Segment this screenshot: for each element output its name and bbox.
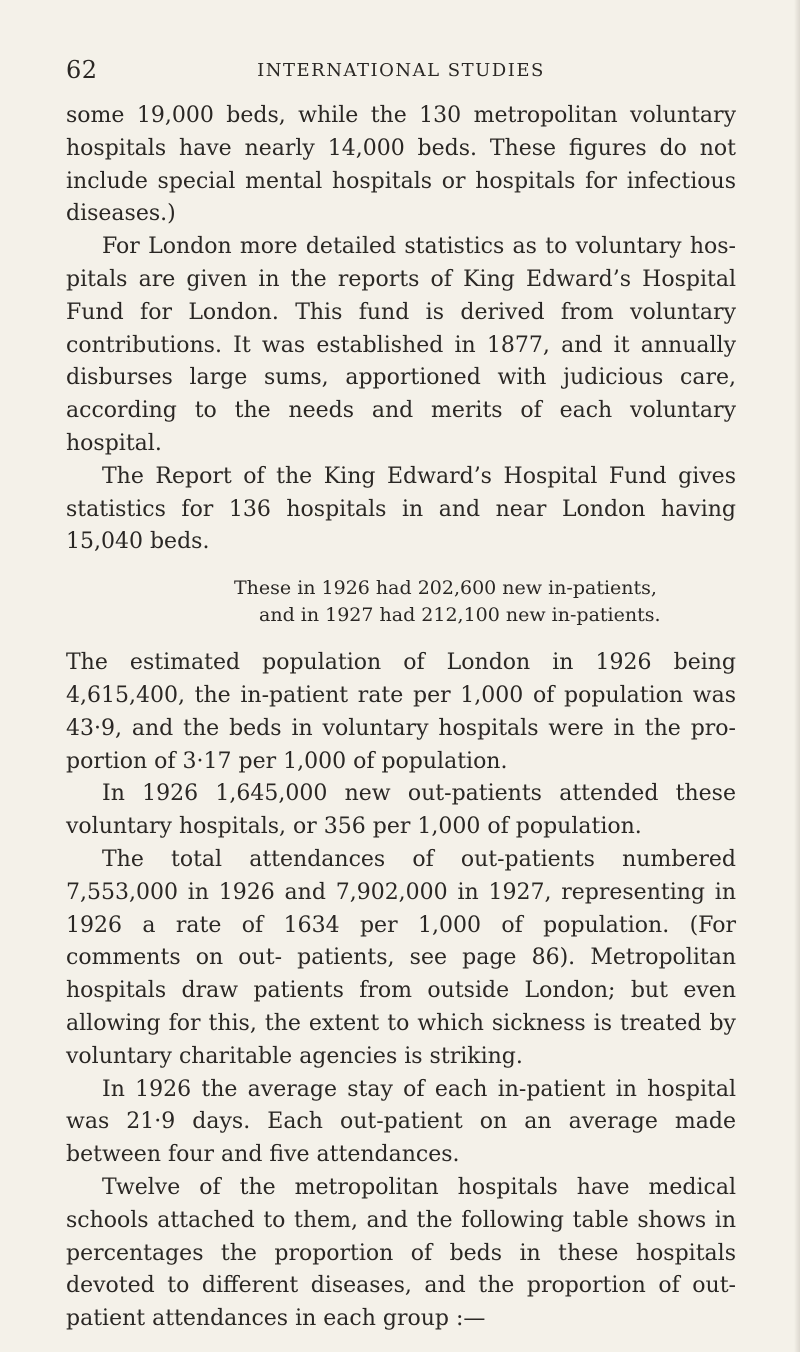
- page-number: 62: [66, 56, 98, 84]
- quote-line: These in 1926 had 202,600 new in-patients,: [234, 577, 657, 600]
- paragraph: For London more detailed statistics as to voluntary hos- pitals are given in the reports of King Edward’s Hospital Fund for London. This fund is derived from voluntary contributions. It was established in 1877, and it annually disburses large sums, apportioned with judicious care, according to the needs and merits of each voluntary hospital.: [66, 234, 736, 456]
- paragraph: The total attendances of out-patients numbered 7,553,000 in 1926 and 7,902,000 in 1927, representing in 1926 a rate of 1634 per 1,000 of population. (For comments on out- patients, see page 86). Metropolitan hospitals draw patients from outside London; but even allowing for this, the extent to which sickness is treated by voluntary charitable agencies is striking.: [66, 846, 736, 1069]
- text-body: [66, 100, 736, 1336]
- quote-line: and in 1927 had 212,100 new in-patients.: [259, 604, 661, 627]
- running-title: INTERNATIONAL STUDIES: [257, 60, 545, 81]
- paragraph: In 1926 the average stay of each in-patient in hospital was 21·9 days. Each out-patient on an average made between four and five attendances.: [66, 1076, 736, 1168]
- paragraph: The estimated population of London in 1926 being 4,615,400, the in-patient rate per 1,000 of population was 43·9, and the beds in voluntary hospitals were in the pro- portion of 3·17 per 1,000 of population.: [66, 650, 736, 774]
- page-edge-shadow: [794, 0, 800, 1352]
- paragraph: In 1926 1,645,000 new out-patients attended these voluntary hospitals, or 356 per 1,000 of population.: [66, 781, 736, 840]
- paragraph: Twelve of the metropolitan hospitals have medical schools attached to them, and the following table shows in percentages the proportion of beds in these hospitals devoted to different diseases, and the proportion of out- patient attendances in each group :—: [66, 1174, 736, 1332]
- block-quote: [66, 575, 736, 629]
- paragraph: The Report of the King Edward’s Hospital Fund gives statistics for 136 hospitals in and near London having 15,040 beds.: [66, 463, 736, 555]
- page-header: [66, 56, 736, 88]
- paragraph: some 19,000 beds, while the 130 metropolitan voluntary hospitals have nearly 14,000 beds. These figures do not include special mental hospitals or hospitals for infectious diseases.): [66, 103, 736, 227]
